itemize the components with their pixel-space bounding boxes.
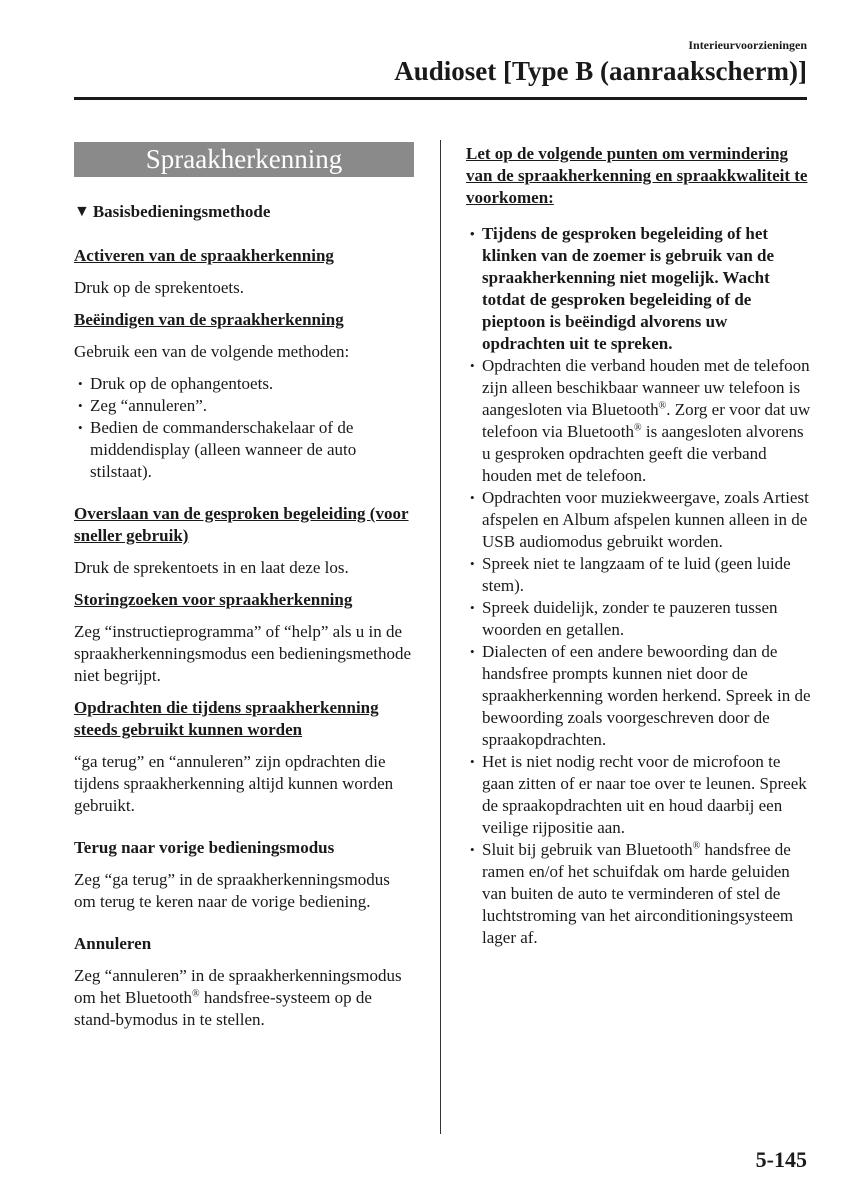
end-methods-list bbox=[74, 373, 414, 483]
list-item: • Sluit bij gebruik van Bluetooth® handsfree de ramen en/of het schuifdak om harde geluiden van buiten de auto te verminderen of stel de luchtstroming van het airconditioningsysteem lager af. bbox=[466, 839, 811, 949]
subheading-text: Basisbedieningsmethode bbox=[92, 202, 271, 221]
body-go-back: Zeg “ga terug” in de spraakherkenningsmodus om terug te keren naar de vorige bediening. bbox=[74, 870, 390, 911]
list-item: • Spreek duidelijk, zonder te pauzeren tussen woorden en getallen. bbox=[466, 597, 811, 641]
page-number: 5-145 bbox=[755, 1147, 807, 1172]
body-skip-guidance: Druk de sprekentoets in en laat deze los. bbox=[74, 558, 349, 577]
right-column bbox=[466, 143, 811, 959]
list-item: • Het is niet nodig recht voor de microfoon te gaan zitten of er naar toe over te leunen. Spreek de spraakopdrachten uit en houd daarbij een veilige rijpositie aan. bbox=[466, 751, 811, 839]
list-item: • Druk op de ophangentoets. bbox=[74, 373, 414, 395]
triangle-down-icon: ▼ bbox=[74, 203, 90, 220]
header-rule bbox=[74, 97, 807, 100]
heading-precautions: Let op de volgende punten om vermindering van de spraakherkenning en spraakkwaliteit te voorkomen: bbox=[466, 144, 808, 207]
precautions-list bbox=[466, 223, 811, 949]
heading-skip-guidance: Overslaan van de gesproken begeleiding (voor sneller gebruik) bbox=[74, 504, 409, 545]
body-troubleshooting: Zeg “instructieprogramma” of “help” als u in de spraakherkenningsmodus een bedieningsmethode niet begrijpt. bbox=[74, 622, 412, 685]
body-end: Gebruik een van de volgende methoden: bbox=[74, 342, 350, 361]
section-label: Interieurvoorzieningen bbox=[688, 38, 807, 52]
heading-go-back: Terug naar vorige bedieningsmodus bbox=[74, 838, 335, 857]
column-divider bbox=[440, 140, 441, 1134]
section-title-bar: Spraakherkenning bbox=[74, 142, 414, 177]
list-item: • Tijdens de gesproken begeleiding of het klinken van de zoemer is gebruik van de spraakherkenning niet mogelijk. Wacht totdat de gesproken begeleiding of de pieptoon is beëindigd alvorens uw opdrachten uit te spreken. bbox=[466, 223, 811, 355]
list-item: • Opdrachten die verband houden met de telefoon zijn alleen beschikbaar wanneer uw telefoon is aangesloten via Bluetooth®. Zorg er voor dat uw telefoon via Bluetooth® is aangesloten alvorens u gesproken opdrachten geeft die verband houden met de telefoon. bbox=[466, 355, 811, 487]
heading-troubleshooting: Storingzoeken voor spraakherkenning bbox=[74, 590, 353, 609]
list-item: • Zeg “annuleren”. bbox=[74, 395, 414, 417]
list-item: • Dialecten of een andere bewoording dan de handsfree prompts kunnen niet door de spraakherkenning worden herkend. Spreek in de bewoording zoals voorgeschreven door de spraakopdrachten. bbox=[466, 641, 811, 751]
list-item: • Spreek niet te langzaam of te luid (geen luide stem). bbox=[466, 553, 811, 597]
left-column bbox=[74, 142, 414, 1041]
heading-activate: Activeren van de spraakherkenning bbox=[74, 246, 334, 265]
heading-end: Beëindigen van de spraakherkenning bbox=[74, 310, 344, 329]
heading-commands: Opdrachten die tijdens spraakherkenning steeds gebruikt kunnen worden bbox=[74, 698, 379, 739]
body-commands: “ga terug” en “annuleren” zijn opdrachten die tijdens spraakherkenning altijd kunnen worden gebruikt. bbox=[74, 752, 394, 815]
subheading bbox=[74, 201, 414, 223]
list-item: • Bedien de commanderschakelaar of de middendisplay (alleen wanneer de auto stilstaat). bbox=[74, 417, 414, 483]
chapter-title: Audioset [Type B (aanraakscherm)] bbox=[394, 56, 807, 86]
heading-cancel: Annuleren bbox=[74, 934, 152, 953]
body-activate: Druk op de sprekentoets. bbox=[74, 278, 244, 297]
list-item: • Opdrachten voor muziekweergave, zoals Artiest afspelen en Album afspelen kunnen alleen in de USB audiomodus gebruikt worden. bbox=[466, 487, 811, 553]
body-cancel: Zeg “annuleren” in de spraakherkenningsmodus om het Bluetooth® handsfree-systeem op de stand-bymodus in te stellen. bbox=[74, 966, 402, 1029]
